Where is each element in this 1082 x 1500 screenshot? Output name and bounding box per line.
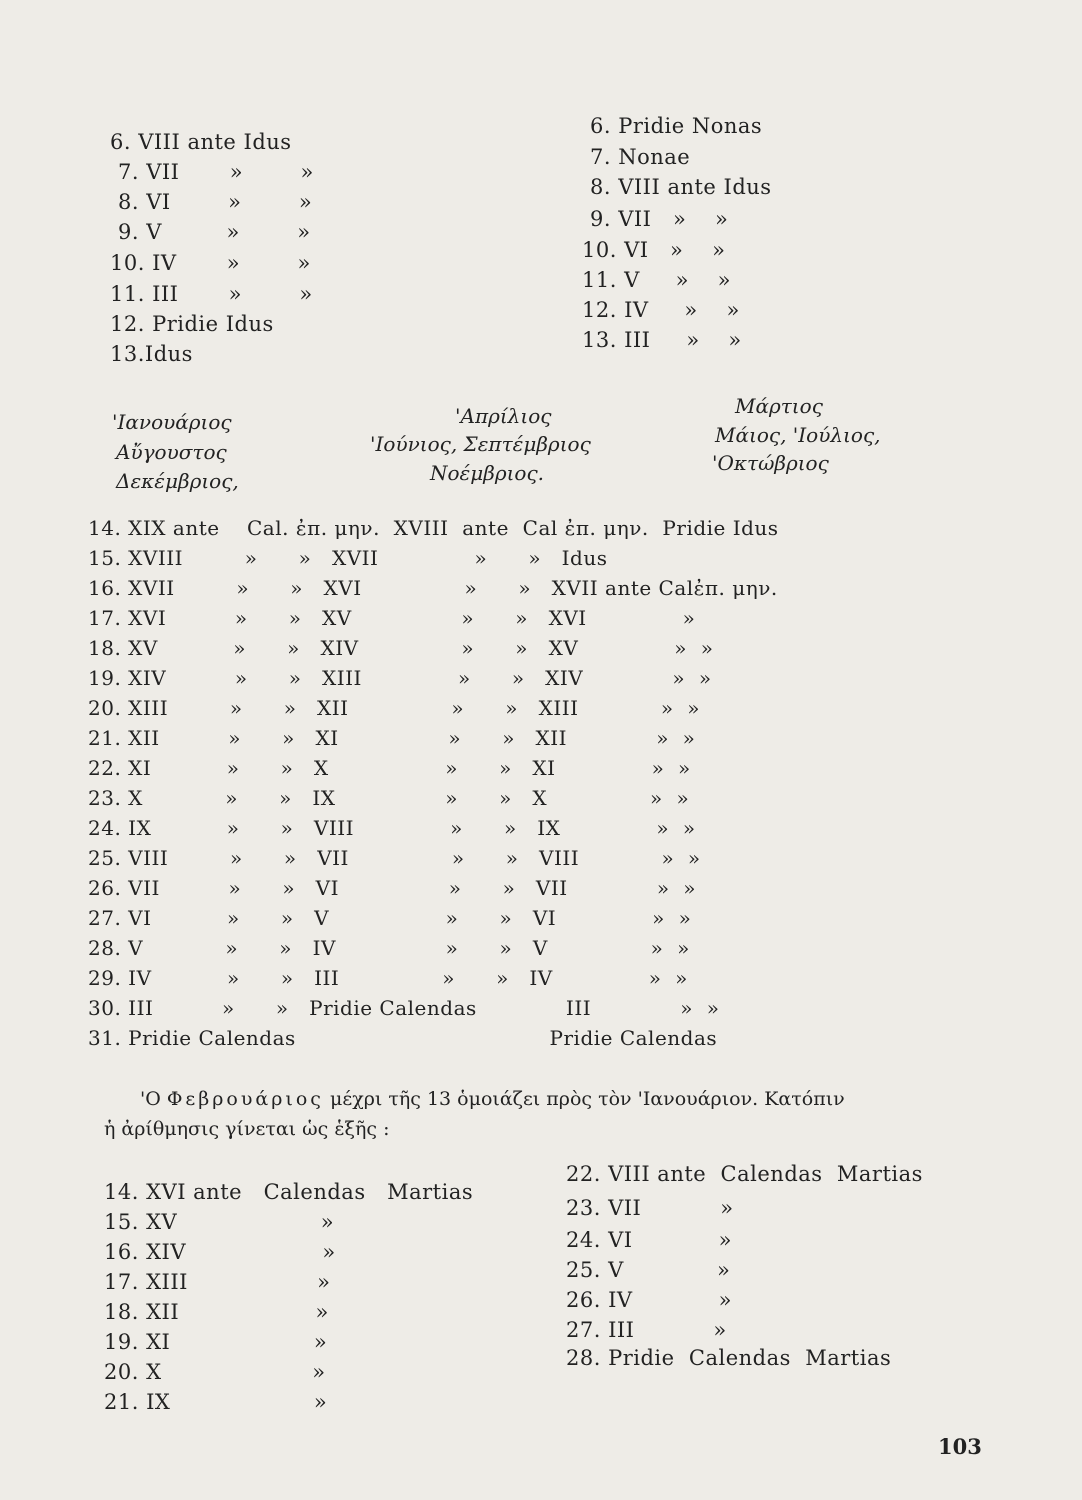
table-row: 27. VI » » V » » VI » » <box>88 906 692 930</box>
text-line: 6. Pridie Nonas <box>590 114 763 138</box>
table-row: 24. IX » » VIII » » IX » » <box>88 816 696 840</box>
text-line: 16. XIV » <box>104 1240 336 1264</box>
table-row: 20. XIII » » XII » » XIII » » <box>88 696 701 720</box>
text-line: 13. III » » <box>582 328 742 352</box>
text-line: 12. Pridie Idus <box>110 312 274 336</box>
text-line: 25. V » <box>566 1258 731 1282</box>
month-name-spaced: Φεβρουάριος <box>166 1088 324 1110</box>
table-row: 22. XI » » X » » XI » » <box>88 756 691 780</box>
month-header: 'Ιούνιος, Σεπτέμβριος <box>370 432 591 456</box>
text-line: 9. VII » » <box>590 207 729 231</box>
month-header: Μάρτιος <box>735 394 823 418</box>
text-line: 21. IX » <box>104 1390 328 1414</box>
text-line: 28. Pridie Calendas Martias <box>566 1346 892 1370</box>
text-line: 22. VIII ante Calendas Martias <box>566 1162 923 1186</box>
month-header: 'Απρίλιος <box>455 404 552 428</box>
month-header: 'Οκτώβριος <box>712 451 829 475</box>
paragraph-line <box>140 1088 845 1110</box>
text-line: 27. III » <box>566 1318 727 1342</box>
table-row: 23. X » » IX » » X » » <box>88 786 690 810</box>
table-row: 14. XIX ante Cal. ἐπ. μην. XVIII ante Cal ἐπ. μην. Pridie Idus <box>88 516 779 540</box>
table-row: 21. XII » » XI » » XII » » <box>88 726 696 750</box>
text-line: 10. VI » » <box>582 238 726 262</box>
text-line: 17. XIII » <box>104 1270 331 1294</box>
text-line: 13.Idus <box>110 342 193 366</box>
text-line: 18. XII » <box>104 1300 329 1324</box>
text-line: 6. VIII ante Idus <box>110 130 292 154</box>
text-line: 15. XV » <box>104 1210 335 1234</box>
table-row: 16. XVII » » XVI » » XVII ante Calἐπ. μην. <box>88 576 778 600</box>
text-line: 7. Nonae <box>590 145 691 169</box>
table-row: 25. VIII » » VII » » VIII » » <box>88 846 701 870</box>
table-row: 30. III » » Pridie Calendas III » » <box>88 996 720 1020</box>
month-header: Δεκέμβριος, <box>116 469 239 493</box>
text-line: 8. VIII ante Idus <box>590 175 772 199</box>
text-line: 7. VII » » <box>118 160 314 184</box>
month-header: 'Ιανουάριος <box>112 410 232 434</box>
text-line: 20. X » <box>104 1360 326 1384</box>
table-row: 29. IV » » III » » IV » » <box>88 966 688 990</box>
month-header: Νοέμβριος. <box>430 461 545 485</box>
paragraph-line: ἡ ἀρίθμησις γίνεται ὡς ἑξῆς : <box>104 1118 390 1140</box>
table-row: 19. XIV » » XIII » » XIV » » <box>88 666 712 690</box>
text-line: 11. III » » <box>110 282 313 306</box>
paragraph-word: 'Ο <box>140 1088 161 1110</box>
text-line: 24. VI » <box>566 1228 732 1252</box>
text-line: 9. V » » <box>118 220 311 244</box>
table-row: 15. XVIII » » XVII » » Idus <box>88 546 608 570</box>
table-row: 31. Pridie Calendas Pridie Calendas <box>88 1026 718 1050</box>
text-line: 8. VI » » <box>118 190 313 214</box>
month-header: Αὔγουστος <box>116 440 227 464</box>
text-line: 12. IV » » <box>582 298 740 322</box>
text-line: 19. XI » <box>104 1330 328 1354</box>
text-line: 10. IV » » <box>110 251 311 275</box>
table-row: 17. XVI » » XV » » XVI » <box>88 606 696 630</box>
text-line: 23. VII » <box>566 1196 734 1220</box>
table-row: 26. VII » » VI » » VII » » <box>88 876 697 900</box>
month-header: Μάιος, 'Ιούλιος, <box>715 423 881 447</box>
text-line: 26. IV » <box>566 1288 732 1312</box>
table-row: 18. XV » » XIV » » XV » » <box>88 636 714 660</box>
text-line: 14. XVI ante Calendas Martias <box>104 1180 474 1204</box>
table-row: 28. V » » IV » » V » » <box>88 936 690 960</box>
paragraph-text: μέχρι τῆς 13 ὁμοιάζει πρὸς τὸν 'Ιανουάριον. Κατόπιν <box>330 1088 845 1110</box>
page-number: 103 <box>938 1434 982 1459</box>
text-line: 11. V » » <box>582 268 732 292</box>
